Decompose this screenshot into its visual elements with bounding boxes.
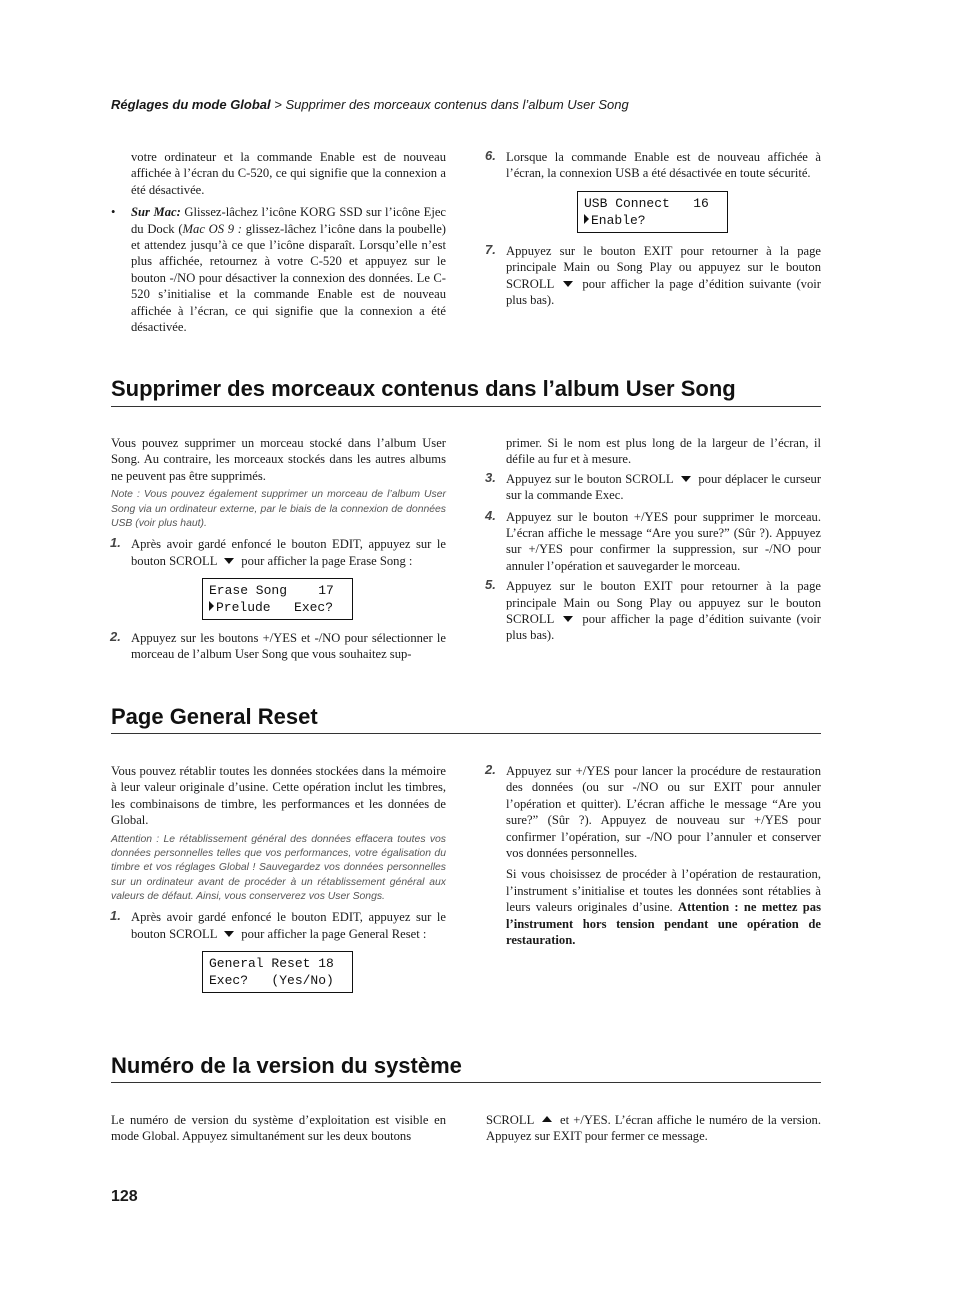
section2-right-column (485, 762, 821, 948)
section1-right-column (485, 435, 822, 644)
paragraph: Le numéro de version du système d’exploitation est visible en mode Global. Appuyez simultanément sur les deux boutons (111, 1113, 446, 1144)
step-number: 4. (485, 507, 496, 523)
step-text: pour afficher la page General Reset : (241, 926, 427, 941)
bullet-item (111, 204, 446, 335)
step-text: Appuyez sur le bouton +/YES pour supprimer le morceau. L’écran affiche le message “Are you sure?” (Sûr ?). Appuyez sur +/YES pour confirmer la suppression, sur -/NO pour annuler l’opération et sauvegarder le morceau. (506, 509, 821, 573)
step-text: pour afficher la page Erase Song : (241, 553, 413, 568)
paragraph-text: Si vous choisissez de procéder à l’opération de restauration, l’instrument s’initialise et toutes les données sont rétablies à leurs valeurs originales d’usine. (506, 867, 821, 915)
lcd-display-general-reset (202, 951, 353, 993)
top-left-column (111, 149, 446, 335)
step-text: Appuyez sur les boutons +/YES et -/NO pour sélectionner le morceau de l’album User Song que vous souhaitez sup- (131, 630, 446, 662)
step-4 (485, 507, 821, 575)
step-text: Appuyez sur +/YES pour lancer la procédure de restauration des données (ou sur -/NO ou sur EXIT pour annuler l’opération et quitter). L’écran affiche le message “Are you sure?” (Sûr ?). Appuyez de nouveau sur +/YES pour confirmer l’opération, sur -/NO pour l’annuler et conserver vos données personnelles. (506, 764, 821, 861)
paragraph: votre ordinateur et la commande Enable est de nouveau affichée à l’écran du C-520, ce qui signifie que la connexion a été désactivée. (131, 150, 446, 197)
step-1 (110, 908, 446, 942)
step-text: Appuyez sur le bouton EXIT pour retourner à la page principale Main ou Song Play ou appuyez sur le bouton SCROLL (506, 579, 821, 627)
paragraph-text: et +/YES. L’écran affiche le numéro de la version. Appuyez sur EXIT pour fermer ce message. (486, 1113, 821, 1144)
cursor-icon (209, 601, 214, 611)
section-title: Supprimer des morceaux contenus dans l’album User Song (111, 376, 736, 401)
step-3 (485, 469, 822, 504)
section1-left-column (111, 435, 446, 663)
note-text: Vous pouvez également supprimer un morceau de l’album User Song via un ordinateur externe, par le biais de la connexion de données USB (voir plus haut). (111, 489, 446, 529)
paragraph: Vous pouvez supprimer un morceau stocké dans l’album User Song. Au contraire, les morceaux stockés dans les autres albums ne peuvent pas être supprimés. (111, 436, 446, 483)
paragraph: Vous pouvez rétablir toutes les données stockées dans la mémoire à leur valeur originale d’usine. Cette opération inclut les timbres, les combinaisons de timbre, les performances et les données de Global. (111, 764, 446, 828)
step-number: 1. (110, 535, 121, 551)
step-text: Après avoir gardé enfoncé le bouton EDIT, appuyez sur le bouton SCROLL (131, 537, 446, 568)
section-title: Page General Reset (111, 704, 318, 729)
section3-left-column (111, 1112, 446, 1145)
note-label: Note : (111, 489, 140, 501)
bullet-label: Sur Mac: (131, 205, 181, 220)
step-number: 1. (110, 908, 121, 924)
bullet-italic: Mac OS 9 : (182, 221, 242, 236)
section2-left-column (111, 763, 446, 993)
scroll-up-icon (542, 1116, 552, 1122)
scroll-down-icon (681, 476, 691, 482)
lcd-line: Erase Song 17 (209, 582, 334, 598)
step-number: 6. (485, 148, 496, 163)
step-7 (485, 241, 821, 309)
step-5 (485, 577, 821, 644)
step-1 (110, 535, 446, 569)
step-text: Après avoir gardé enfoncé le bouton EDIT, appuyez sur le bouton SCROLL (131, 910, 446, 941)
step-text: Appuyez sur le bouton EXIT pour retourner à la page principale Main ou Song Play ou appuyez sur le bouton SCROLL (506, 243, 821, 291)
top-right-column (485, 148, 821, 308)
scroll-down-icon (224, 931, 234, 937)
scroll-down-icon (563, 616, 573, 622)
lcd-line: Exec? (Yes/No) (209, 972, 334, 988)
step-text: pour afficher la page d’édition suivante (voir plus bas). (506, 612, 821, 643)
paragraph-text: SCROLL (486, 1113, 534, 1127)
scroll-down-icon (563, 281, 573, 287)
header-section: Réglages du mode Global (111, 97, 271, 112)
lcd-line: USB Connect 16 (584, 195, 709, 211)
warning-text: Attention : ne mettez pas l’instrument hors tension pendant une opération de restauration. (506, 900, 821, 948)
scroll-down-icon (224, 558, 234, 564)
section-rule (111, 406, 821, 407)
step-number: 7. (485, 241, 496, 257)
attention-note (111, 833, 446, 904)
lcd-display-erase-song (202, 578, 353, 620)
section-rule (111, 1082, 821, 1083)
note (111, 488, 446, 531)
lcd-line: Enable? (591, 212, 646, 228)
step-number: 3. (485, 469, 496, 485)
paragraph (506, 866, 821, 948)
bullet-text: glissez-lâchez l’icône dans la poubelle) et attendez jusqu’à ce que l’icône disparaît. Lorsqu’elle n’est plus affichée, retournez à votre C-520 et appuyez sur le bouton -/NO pour désactiver la connexion des données. Le C-520 s’initialise et la commande Enable est de nouveau affichée à l’écran, ce qui signifie que la connexion a été désactivée. (131, 221, 446, 335)
section-rule (111, 733, 821, 734)
section3-right-column (486, 1112, 821, 1145)
header-subsection: > Supprimer des morceaux contenus dans l’album User Song (270, 97, 629, 112)
step-text: Appuyez sur le bouton SCROLL (506, 471, 674, 486)
bullet-text: Glissez-lâchez l’icône KORG SSD sur l’icône Ejec du Dock ( (131, 205, 446, 236)
cursor-icon (584, 214, 589, 224)
attention-text: Le rétablissement général des données effacera toutes vos données personnelles telles que vos performances, votre égalisation du timbre et vos réglages Global ! Sauvegardez vos données personnelles sur un ordinateur avant de procéder à un rétablissement général aux valeurs de défaut. Ainsi, vous conserverez vos User Songs. (111, 833, 446, 902)
step-2 (485, 762, 821, 861)
page-number: 128 (111, 1188, 138, 1205)
section-title: Numéro de la version du système (111, 1053, 462, 1078)
running-header (111, 97, 831, 112)
step-2 (110, 628, 446, 663)
step-6 (485, 148, 821, 182)
step-text: pour afficher la page d’édition suivante (voir plus bas). (506, 276, 821, 308)
step-text: Lorsque la commande Enable est de nouveau affichée à l’écran, la connexion USB a été désactivée en toute sécurité. (506, 150, 821, 181)
step-number: 2. (110, 628, 121, 644)
step-text-continued: primer. Si le nom est plus long de la largeur de l’écran, il défile au fur et à mesure. (506, 436, 821, 467)
lcd-line: Prelude Exec? (216, 599, 334, 615)
step-text: pour déplacer le curseur sur la commande Exec. (506, 471, 822, 503)
lcd-display-usb (577, 191, 728, 233)
attention-label: Attention : (111, 833, 160, 845)
step-number: 5. (485, 577, 496, 593)
bullet-icon: • (111, 205, 116, 220)
step-number: 2. (485, 762, 496, 777)
lcd-line: General Reset 18 (209, 955, 334, 971)
